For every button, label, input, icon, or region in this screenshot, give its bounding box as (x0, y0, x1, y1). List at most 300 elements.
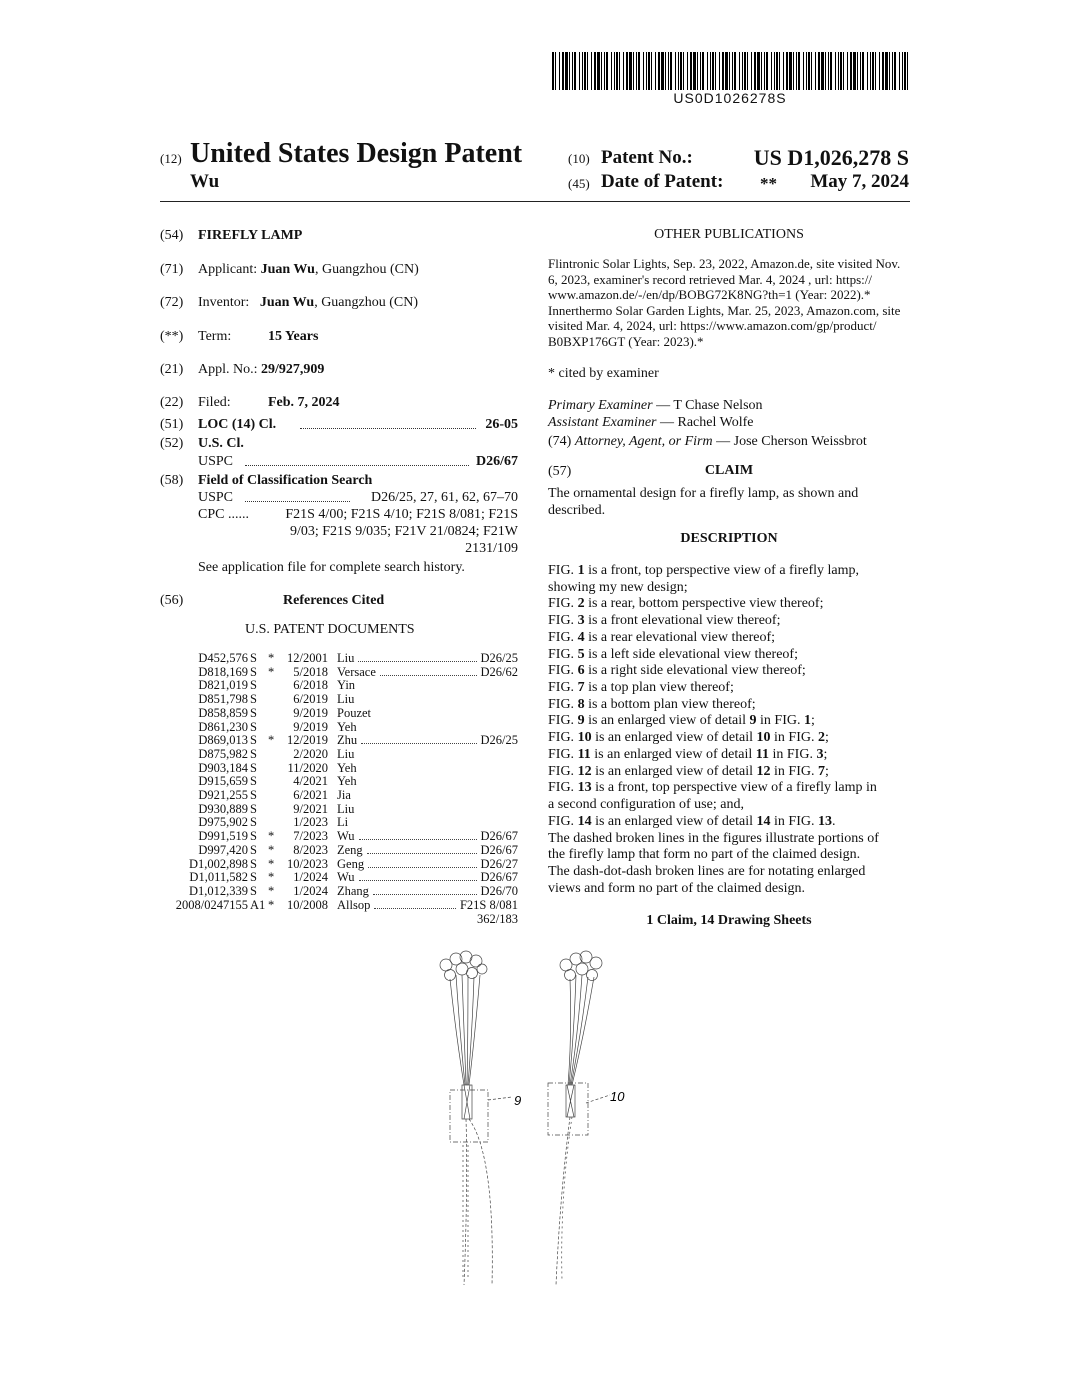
description-line (548, 580, 910, 597)
barcode-bar (668, 52, 669, 90)
description-line (548, 697, 910, 714)
reference-number: D903,184 (198, 760, 248, 775)
description-line (548, 881, 910, 898)
leader-dots (359, 839, 477, 840)
reference-name: Yeh (337, 774, 357, 789)
us-cl-label: U.S. Cl. (198, 436, 244, 451)
search-uspc-label: USPC (198, 490, 234, 505)
patent-number-label: Patent No.: (601, 147, 693, 168)
barcode-bar (899, 52, 900, 90)
reference-name: Zeng (337, 842, 363, 857)
barcode-bar (857, 52, 858, 90)
figure-number: 13 (577, 780, 592, 796)
claim-heading: CLAIM (704, 463, 754, 478)
barcode-bar (774, 52, 775, 90)
barcode-bar (764, 52, 765, 90)
barcode-bar (847, 52, 848, 90)
reference-kind: S (250, 815, 257, 830)
barcode-bar (619, 52, 620, 90)
barcode-bar (853, 52, 856, 90)
figure-number: 7 (577, 680, 585, 696)
code-22: (22) (160, 395, 184, 410)
reference-name: Liu (337, 801, 355, 816)
reference-class: D26/25 (480, 651, 518, 665)
description-text: FIG. (548, 780, 578, 796)
cited-by-examiner-note: * cited by examiner (548, 366, 659, 381)
reference-number: D875,982 (198, 746, 248, 761)
leader-dots (373, 894, 477, 895)
claim-line-2: described. (548, 503, 606, 518)
search-uspc-value: D26/25, 27, 61, 62, 67–70 (371, 490, 518, 505)
barcode-bar (885, 52, 888, 90)
reference-kind: S (250, 842, 257, 857)
reference-kind: S (250, 801, 257, 816)
reference-number: D869,013 (198, 733, 248, 748)
barcode-bar (683, 52, 684, 90)
barcode-bar (889, 52, 890, 90)
description-text: The dashed broken lines in the figures illustrate portions of (548, 830, 879, 846)
reference-row (160, 857, 520, 871)
reference-number: D991,519 (198, 829, 248, 844)
code-45: (45) (568, 176, 590, 191)
barcode-bar (747, 52, 748, 90)
barcode-bar (702, 52, 704, 90)
code-21: (21) (160, 362, 184, 377)
reference-date: 6/2019 (293, 692, 328, 707)
reference-kind: S (250, 719, 257, 734)
reference-name: Wu (337, 829, 355, 844)
description-text: is a rear, bottom perspective view thereof; (584, 596, 824, 612)
reference-name: Liu (337, 651, 355, 665)
barcode-bar (860, 52, 861, 90)
leader-dots (367, 853, 477, 854)
description-text: . (831, 813, 836, 829)
description-line (548, 563, 910, 580)
barcode-bar (572, 52, 573, 90)
description-text: in FIG. (769, 746, 817, 762)
barcode-bar (751, 52, 752, 90)
leader-dots (374, 908, 456, 909)
reference-date: 7/2023 (293, 829, 328, 844)
inventor: Inventor: Juan Wu, Guangzhou (CN) (198, 295, 418, 310)
barcode-bar (907, 52, 908, 90)
description-line (548, 680, 910, 697)
barcode-bar (894, 52, 896, 90)
barcode-bar (776, 52, 778, 90)
description-text: The dash-dot-dash broken lines are for notating enlarged (548, 863, 866, 879)
reference-number: 2008/0247155 (175, 897, 248, 912)
figure-number: 8 (577, 696, 585, 712)
barcode-bar (565, 52, 568, 90)
description-text: is a front, top perspective view of a firefly lamp, (584, 563, 860, 578)
description-line (548, 713, 910, 730)
description-text: in FIG. (770, 813, 818, 829)
barcode-bar (712, 52, 714, 90)
barcode-bar (670, 52, 672, 90)
description-text: ; (824, 763, 829, 779)
barcode-bar (739, 52, 740, 90)
reference-kind: S (250, 856, 257, 871)
description-line (548, 764, 910, 781)
reference-date: 9/2021 (293, 801, 328, 816)
barcode-bar (843, 52, 844, 90)
barcode-bar (638, 52, 640, 90)
reference-number: D851,798 (198, 692, 248, 707)
publication-line: www.amazon.de/-/en/dp/BOBG72K8NG?th=1 (Year: 2022).* (548, 287, 871, 303)
reference-cited-mark: * (268, 870, 275, 885)
barcode-bar (693, 52, 696, 90)
code-51: (51) (160, 417, 184, 432)
barcode-bar (559, 52, 560, 90)
description-text: FIG. (548, 596, 578, 612)
reference-row (160, 747, 520, 761)
barcode-bar (798, 52, 800, 90)
barcode-bar (601, 52, 602, 90)
leader-dots (380, 675, 477, 676)
assistant-examiner: Assistant Examiner — Rachel Wolfe (548, 415, 754, 430)
description-text: ; (823, 746, 828, 762)
description-text: is a right side elevational view thereof; (584, 663, 806, 679)
reference-kind: S (250, 788, 257, 802)
description-text: ; (824, 730, 829, 746)
leader-dots (245, 465, 469, 466)
description-text: is a left side elevational view thereof; (584, 646, 798, 662)
reference-row (160, 651, 520, 665)
barcode-bar (643, 52, 644, 90)
document-title: United States Design Patent (190, 138, 523, 169)
barcode-bar (882, 52, 884, 90)
reference-row (160, 665, 520, 679)
barcode-bar (648, 52, 650, 90)
figure-number: 12 (756, 763, 771, 779)
reference-cited-mark: * (268, 733, 275, 748)
figure-number: 14 (577, 813, 592, 829)
description-text: FIG. (548, 730, 578, 746)
reference-date: 12/2001 (287, 651, 328, 665)
barcode-bar (636, 52, 637, 90)
barcode-bar (815, 52, 816, 90)
description-heading: DESCRIPTION (680, 531, 778, 546)
barcode-bar (690, 52, 692, 90)
code-72: (72) (160, 295, 184, 310)
barcode-bar (687, 52, 688, 90)
description-text: in FIG. (770, 730, 818, 746)
code-10: (10) (568, 151, 590, 166)
description-text: FIG. (548, 713, 578, 729)
reference-number: D975,902 (198, 815, 248, 830)
reference-name: Liu (337, 692, 355, 707)
description-text: the firefly lamp that form no part of the claimed design. (548, 847, 861, 863)
barcode-bar (611, 52, 612, 90)
reference-date: 9/2019 (293, 705, 328, 720)
barcode-bar (779, 52, 780, 90)
uspc-label: USPC (198, 454, 234, 469)
reference-name: Jia (337, 788, 351, 802)
reference-name: Yin (337, 678, 356, 693)
description-text: ; (810, 713, 815, 729)
reference-cited-mark: * (268, 664, 275, 679)
reference-kind: A1 (250, 897, 266, 912)
applicant: Applicant: Juan Wu, Guangzhou (CN) (198, 262, 419, 277)
description-text: a second configuration of use; and, (548, 797, 744, 813)
code-71: (71) (160, 262, 184, 277)
barcode-bar (710, 52, 711, 90)
reference-date: 10/2023 (287, 856, 328, 871)
description-text: views and form no part of the claimed design. (548, 880, 805, 896)
barcode-bar (629, 52, 632, 90)
reference-row (160, 774, 520, 788)
reference-class: F21S 8/081 (459, 897, 518, 912)
reference-row (160, 720, 520, 734)
description-line (548, 663, 910, 680)
barcode-bar (830, 52, 832, 90)
date-marker: ** (760, 174, 777, 193)
loc-value: 26-05 (485, 417, 518, 432)
barcode-bar (892, 52, 893, 90)
reference-name: Pouzet (337, 705, 372, 720)
publication-line: visited Mar. 4, 2024, url: https://www.amazon.com/gp/product/ (548, 318, 877, 334)
barcode-bar (850, 52, 852, 90)
barcode-bar (665, 52, 666, 90)
figure-number: 9 (749, 713, 757, 729)
reference-cited-mark: * (268, 842, 275, 857)
reference-row (160, 829, 520, 843)
description-text: showing my new design; (548, 579, 688, 595)
publication-line: Innerthermo Solar Garden Lights, Mar. 25, 2023, Amazon.com, site (548, 302, 901, 318)
barcode-bar (734, 52, 736, 90)
barcode-bar (697, 52, 698, 90)
barcode-bar (587, 52, 588, 90)
barcode-bar (821, 52, 824, 90)
figure-number: 10 (577, 730, 592, 746)
description-text: is a bottom plan view thereof; (584, 696, 756, 712)
filed-date: Feb. 7, 2024 (268, 395, 340, 410)
detail-label-9: 9 (514, 1093, 522, 1108)
date-of-patent-label: Date of Patent: (601, 171, 724, 192)
barcode-bar (626, 52, 628, 90)
search-history-note: See application file for complete search history. (198, 560, 465, 575)
barcode-bar (675, 52, 676, 90)
detail-label-10: 10 (610, 1089, 625, 1104)
publication-line: Flintronic Solar Lights, Sep. 23, 2022, Amazon.de, site visited Nov. (548, 256, 901, 271)
barcode-bar (742, 52, 743, 90)
description-text: is a front elevational view thereof; (584, 613, 781, 629)
barcode-bar (591, 52, 592, 90)
barcode-bar (594, 52, 596, 90)
barcode-bar (803, 52, 804, 90)
reference-kind: S (250, 870, 257, 885)
lamp-right (548, 951, 610, 1285)
reference-extra-class: 362/183 (477, 912, 518, 926)
barcode-bar (732, 52, 733, 90)
barcode-bar (838, 52, 839, 90)
barcode-bar (904, 52, 906, 90)
patent-number: US D1,026,278 S (753, 145, 909, 170)
reference-kind: S (250, 664, 257, 679)
reference-row (160, 815, 520, 829)
reference-kind: S (250, 829, 257, 844)
barcode-bar (867, 52, 868, 90)
reference-number: D861,230 (198, 719, 248, 734)
header-rule (160, 201, 910, 202)
barcode-bar (811, 52, 812, 90)
barcode-bar (680, 52, 682, 90)
description-text: FIG. (548, 813, 578, 829)
barcode-bar (870, 52, 871, 90)
barcode-bar (661, 52, 664, 90)
barcode-bar (569, 52, 570, 90)
code-57: (57) (548, 464, 572, 479)
title-of-design: FIREFLY LAMP (198, 228, 303, 243)
reference-name: Yeh (337, 760, 357, 775)
reference-cited-mark: * (268, 651, 275, 665)
barcode-bar (715, 52, 716, 90)
figure-number: 10 (756, 730, 771, 746)
reference-number: D930,889 (198, 801, 248, 816)
barcode-bar (604, 52, 605, 90)
reference-row (160, 678, 520, 692)
barcode-bar (719, 52, 720, 90)
description-text: is an enlarged view of detail (584, 713, 750, 729)
barcode-bar (646, 52, 647, 90)
barcode-bar (840, 52, 842, 90)
barcode-bar (579, 52, 580, 90)
reference-class: D26/25 (480, 733, 518, 748)
reference-kind: S (250, 651, 257, 665)
description-text: is an enlarged view of detail (590, 746, 756, 762)
lamp-left (440, 951, 512, 1285)
barcode-bar (808, 52, 810, 90)
field-of-search-label: Field of Classification Search (198, 473, 373, 488)
code-58: (58) (160, 473, 184, 488)
term-value: 15 Years (268, 329, 319, 344)
description-text: in FIG. (756, 713, 804, 729)
barcode-bar (754, 52, 756, 90)
barcode-bar (796, 52, 797, 90)
reference-cited-mark: * (268, 829, 275, 844)
figure-number: 5 (577, 646, 585, 662)
reference-number: D921,255 (198, 788, 248, 802)
cpc-line-1: F21S 4/00; F21S 4/10; F21S 8/081; F21S (285, 507, 518, 522)
loc-label: LOC (14) Cl. (198, 417, 277, 432)
leader-dots (359, 880, 477, 881)
figure-number: 3 (577, 613, 585, 629)
leader-dots (245, 501, 350, 502)
barcode-bar (707, 52, 708, 90)
barcode-bar (786, 52, 788, 90)
reference-cited-mark: * (268, 883, 275, 898)
reference-name: Wu (337, 870, 355, 885)
reference-date: 2/2020 (293, 746, 328, 761)
reference-number: D858,859 (198, 705, 248, 720)
code-54: (54) (160, 228, 184, 243)
barcode-bar (761, 52, 762, 90)
reference-row (160, 884, 520, 898)
other-publications-heading: OTHER PUBLICATIONS (654, 227, 804, 242)
reference-row (160, 802, 520, 816)
reference-kind: S (250, 733, 257, 748)
description-line (548, 730, 910, 747)
reference-name: Versace (337, 664, 376, 679)
barcode-bar (729, 52, 730, 90)
reference-kind: S (250, 760, 257, 775)
barcode-bar (789, 52, 792, 90)
barcode-bar (806, 52, 807, 90)
description-text: is a rear elevational view thereof; (584, 629, 776, 645)
figure-number: 2 (817, 730, 825, 746)
reference-name: Allsop (337, 897, 371, 912)
description-text: FIG. (548, 680, 578, 696)
cpc-line-3: 2131/109 (465, 541, 518, 556)
barcode-bar (597, 52, 600, 90)
figure-number: 6 (577, 663, 585, 679)
claims-sheets-summary: 1 Claim, 14 Drawing Sheets (646, 913, 812, 928)
reference-kind: S (250, 746, 257, 761)
barcode-bar (658, 52, 660, 90)
reference-date: 6/2021 (293, 788, 328, 802)
reference-class: D26/67 (480, 842, 518, 857)
reference-number: D1,012,339 (188, 883, 248, 898)
reference-number: D997,420 (198, 842, 248, 857)
barcode-bar (633, 52, 634, 90)
barcode-bar (766, 52, 768, 90)
reference-number: D818,169 (198, 664, 248, 679)
barcode-bar (744, 52, 746, 90)
leader-dots (361, 743, 476, 744)
description-line (548, 864, 910, 881)
barcode-bar (783, 52, 784, 90)
code-56: (56) (160, 593, 184, 608)
barcode-bar (771, 52, 772, 90)
barcode-bar (793, 52, 794, 90)
barcode-bar (562, 52, 564, 90)
reference-row (160, 761, 520, 775)
figure-number: 13 (817, 813, 832, 829)
description-text: FIG. (548, 563, 578, 578)
reference-date: 4/2021 (293, 774, 328, 789)
figure-number: 1 (803, 713, 811, 729)
figure-number: 11 (577, 746, 591, 762)
reference-row (160, 692, 520, 706)
description-text: is an enlarged view of detail (591, 813, 757, 829)
figure-number: 3 (816, 746, 824, 762)
us-patent-documents-heading: U.S. PATENT DOCUMENTS (245, 622, 415, 637)
barcode-bar (655, 52, 656, 90)
barcode-bar (875, 52, 876, 90)
publication-line: 6, 2023, examiner's record retrieved Mar. 4, 2024 , url: https:// (548, 271, 873, 287)
reference-class: D26/62 (480, 664, 518, 679)
barcode-bar (623, 52, 624, 90)
figure-number: 7 (817, 763, 825, 779)
reference-name: Zhu (337, 733, 358, 748)
description-line (548, 647, 910, 664)
barcode-bar (582, 52, 583, 90)
barcode-bar (879, 52, 880, 90)
description-text: is an enlarged view of detail (591, 763, 757, 779)
reference-class: D26/67 (480, 829, 518, 844)
reference-row (160, 733, 520, 747)
claim-line-1: The ornamental design for a firefly lamp, as shown and (548, 486, 859, 501)
description-line (548, 814, 910, 831)
description-text: FIG. (548, 629, 578, 645)
barcode-bar (722, 52, 724, 90)
figure-number: 9 (577, 713, 585, 729)
barcode-number: US0D1026278S (673, 90, 787, 106)
reference-row (160, 788, 520, 802)
description-line (548, 847, 910, 864)
barcode-bar (614, 52, 615, 90)
barcode-bar (678, 52, 679, 90)
